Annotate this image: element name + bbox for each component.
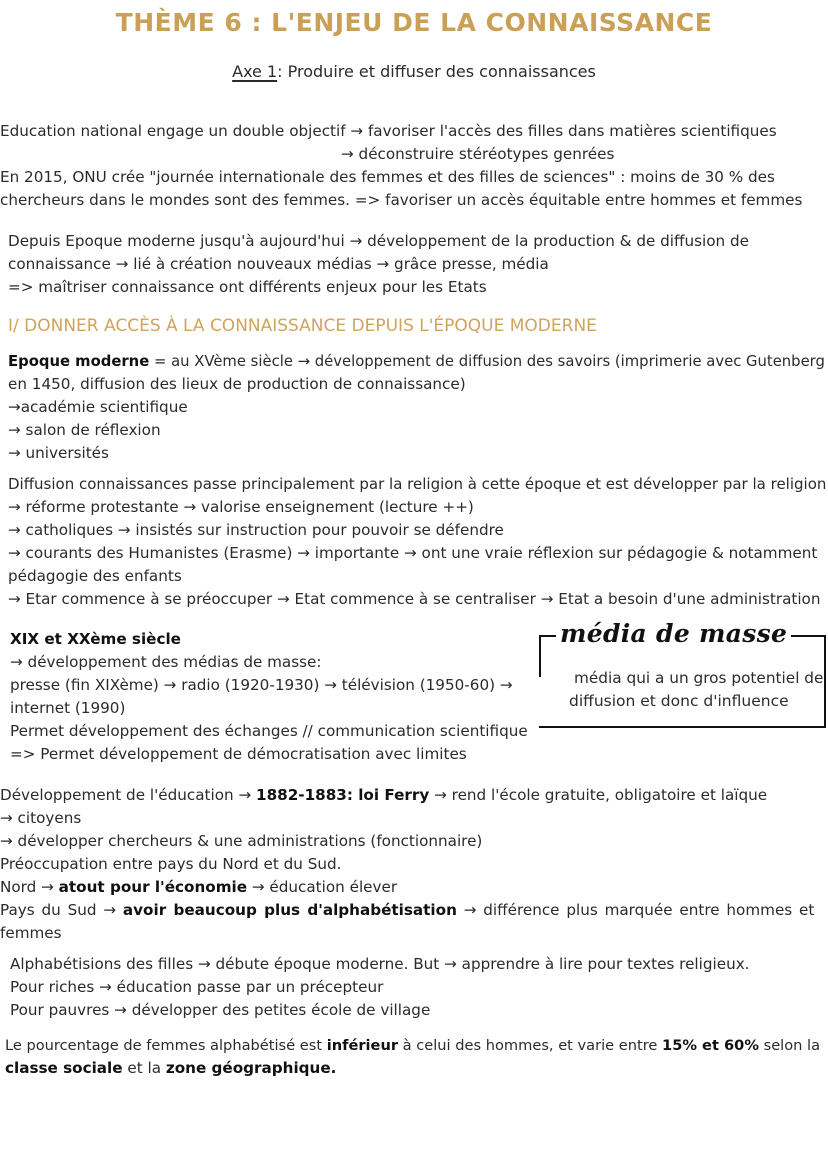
- context-line-2: connaissance → lié à création nouveaux médias → grâce presse, média: [8, 255, 549, 273]
- xix-line-2: presse (fin XIXème) → radio (1920-1930) → télévision (1950-60) →: [10, 676, 513, 694]
- nord-effect: → éducation élever: [247, 878, 398, 896]
- nord-bold: atout pour l'économie: [58, 878, 248, 896]
- nord-label: Nord →: [0, 878, 59, 896]
- alpha-line-2: Pour riches → éducation passe par un précepteur: [10, 978, 384, 996]
- conclusion-line-2: [5, 1057, 336, 1080]
- media-box-left-border: [539, 637, 541, 677]
- alpha-line-1: Alphabétisions des filles → débute époque moderne. But → apprendre à lire pour textes religieux.: [10, 955, 750, 973]
- diffusion-line-3: → catholiques → insistés sur instruction pour pouvoir se défendre: [8, 521, 504, 539]
- education-line-7: femmes: [0, 924, 62, 942]
- xix-line-5: => Permet développement de démocratisation avec limites: [10, 745, 467, 763]
- conclusion-percent: 15% et 60%: [662, 1037, 759, 1054]
- page-subtitle: [0, 62, 828, 81]
- diffusion-line-4: → courants des Humanistes (Erasme) → importante → ont une vraie réflexion sur pédagogie & notamment: [8, 544, 818, 562]
- loi-ferry: 1882-1883: loi Ferry: [256, 786, 430, 804]
- diffusion-line-1: Diffusion connaissances passe principalement par la religion à cette époque et est développer par la religion: [8, 475, 827, 493]
- education-intro: Développement de l'éducation →: [0, 786, 256, 804]
- epoque-term: Epoque moderne: [8, 353, 150, 370]
- xix-line-3: internet (1990): [10, 699, 126, 717]
- education-line-5: [0, 876, 397, 899]
- epoque-line-3: →académie scientifique: [8, 398, 188, 416]
- education-line-4: Préoccupation entre pays du Nord et du Sud.: [0, 855, 342, 873]
- sud-label: Pays du Sud →: [0, 901, 123, 919]
- education-line-1: [0, 784, 767, 807]
- intro-line-2: → déconstruire stéréotypes genrées: [341, 145, 615, 163]
- conclusion-zone: zone géographique.: [165, 1059, 337, 1077]
- epoque-line-1: [8, 350, 825, 373]
- diffusion-line-5: pédagogie des enfants: [8, 567, 182, 585]
- sud-bold: avoir beaucoup plus d'alphabétisation: [122, 901, 457, 919]
- xix-line-1: → développement des médias de masse:: [10, 653, 322, 671]
- media-box-line-2: diffusion et donc d'influence: [569, 692, 789, 710]
- epoque-line-4: → salon de réflexion: [8, 421, 161, 439]
- context-line-3: => maîtriser connaissance ont différents enjeux pour les Etats: [8, 278, 487, 296]
- media-box-title: média de masse: [556, 619, 791, 648]
- sud-effect: → différence plus marquée entre hommes et: [456, 901, 815, 919]
- subtitle-text: : Produire et diffuser des connaissances: [277, 62, 596, 81]
- subtitle-axe: Axe 1: [232, 62, 278, 81]
- education-line-3: → développer chercheurs & une administrations (fonctionnaire): [0, 832, 483, 850]
- epoque-line-2: en 1450, diffusion des lieux de production de connaissance): [8, 375, 466, 393]
- alpha-line-3: Pour pauvres → développer des petites école de village: [10, 1001, 431, 1019]
- intro-line-1: Education national engage un double objectif → favoriser l'accès des filles dans matières scientifiques: [0, 122, 777, 140]
- epoque-line-5: → universités: [8, 444, 109, 462]
- diffusion-line-2: → réforme protestante → valorise enseignement (lecture ++): [8, 498, 474, 516]
- xix-heading: XIX et XXème siècle: [10, 630, 181, 648]
- conclusion-a: Le pourcentage de femmes alphabétisé est: [5, 1037, 327, 1054]
- section-heading: I/ DONNER ACCÈS À LA CONNAISSANCE DEPUIS L'ÉPOQUE MODERNE: [8, 316, 597, 336]
- conclusion-c: à celui des hommes, et varie entre: [398, 1037, 663, 1054]
- epoque-definition: = au XVème siècle → développement de diffusion des savoirs (imprimerie avec Gutenberg: [149, 353, 825, 370]
- conclusion-classe: classe sociale: [5, 1059, 123, 1077]
- context-line-1: Depuis Epoque moderne jusqu'à aujourd'hui → développement de la production & de diffusion de: [8, 232, 749, 250]
- conclusion-line-1: [5, 1034, 820, 1057]
- education-line-6: [0, 899, 814, 922]
- intro-line-4: chercheurs dans le mondes sont des femmes. => favoriser un accès équitable entre hommes et femmes: [0, 191, 803, 209]
- diffusion-line-6: → Etar commence à se préoccuper → Etat commence à se centraliser → Etat a besoin d'une administration: [8, 590, 821, 608]
- conclusion-e: selon la: [758, 1037, 821, 1054]
- media-box-line-1: média qui a un gros potentiel de: [574, 669, 824, 687]
- education-effect: → rend l'école gratuite, obligatoire et laïque: [429, 786, 768, 804]
- xix-line-4: Permet développement des échanges // communication scientifique: [10, 722, 528, 740]
- education-line-2: → citoyens: [0, 809, 82, 827]
- page-title: THÈME 6 : L'ENJEU DE LA CONNAISSANCE: [115, 8, 713, 37]
- conclusion-inferieur: inférieur: [326, 1037, 399, 1054]
- conclusion-g: et la: [122, 1059, 166, 1077]
- intro-line-3: En 2015, ONU crée "journée internationale des femmes et des filles de sciences" : moins de 30 % des: [0, 168, 775, 186]
